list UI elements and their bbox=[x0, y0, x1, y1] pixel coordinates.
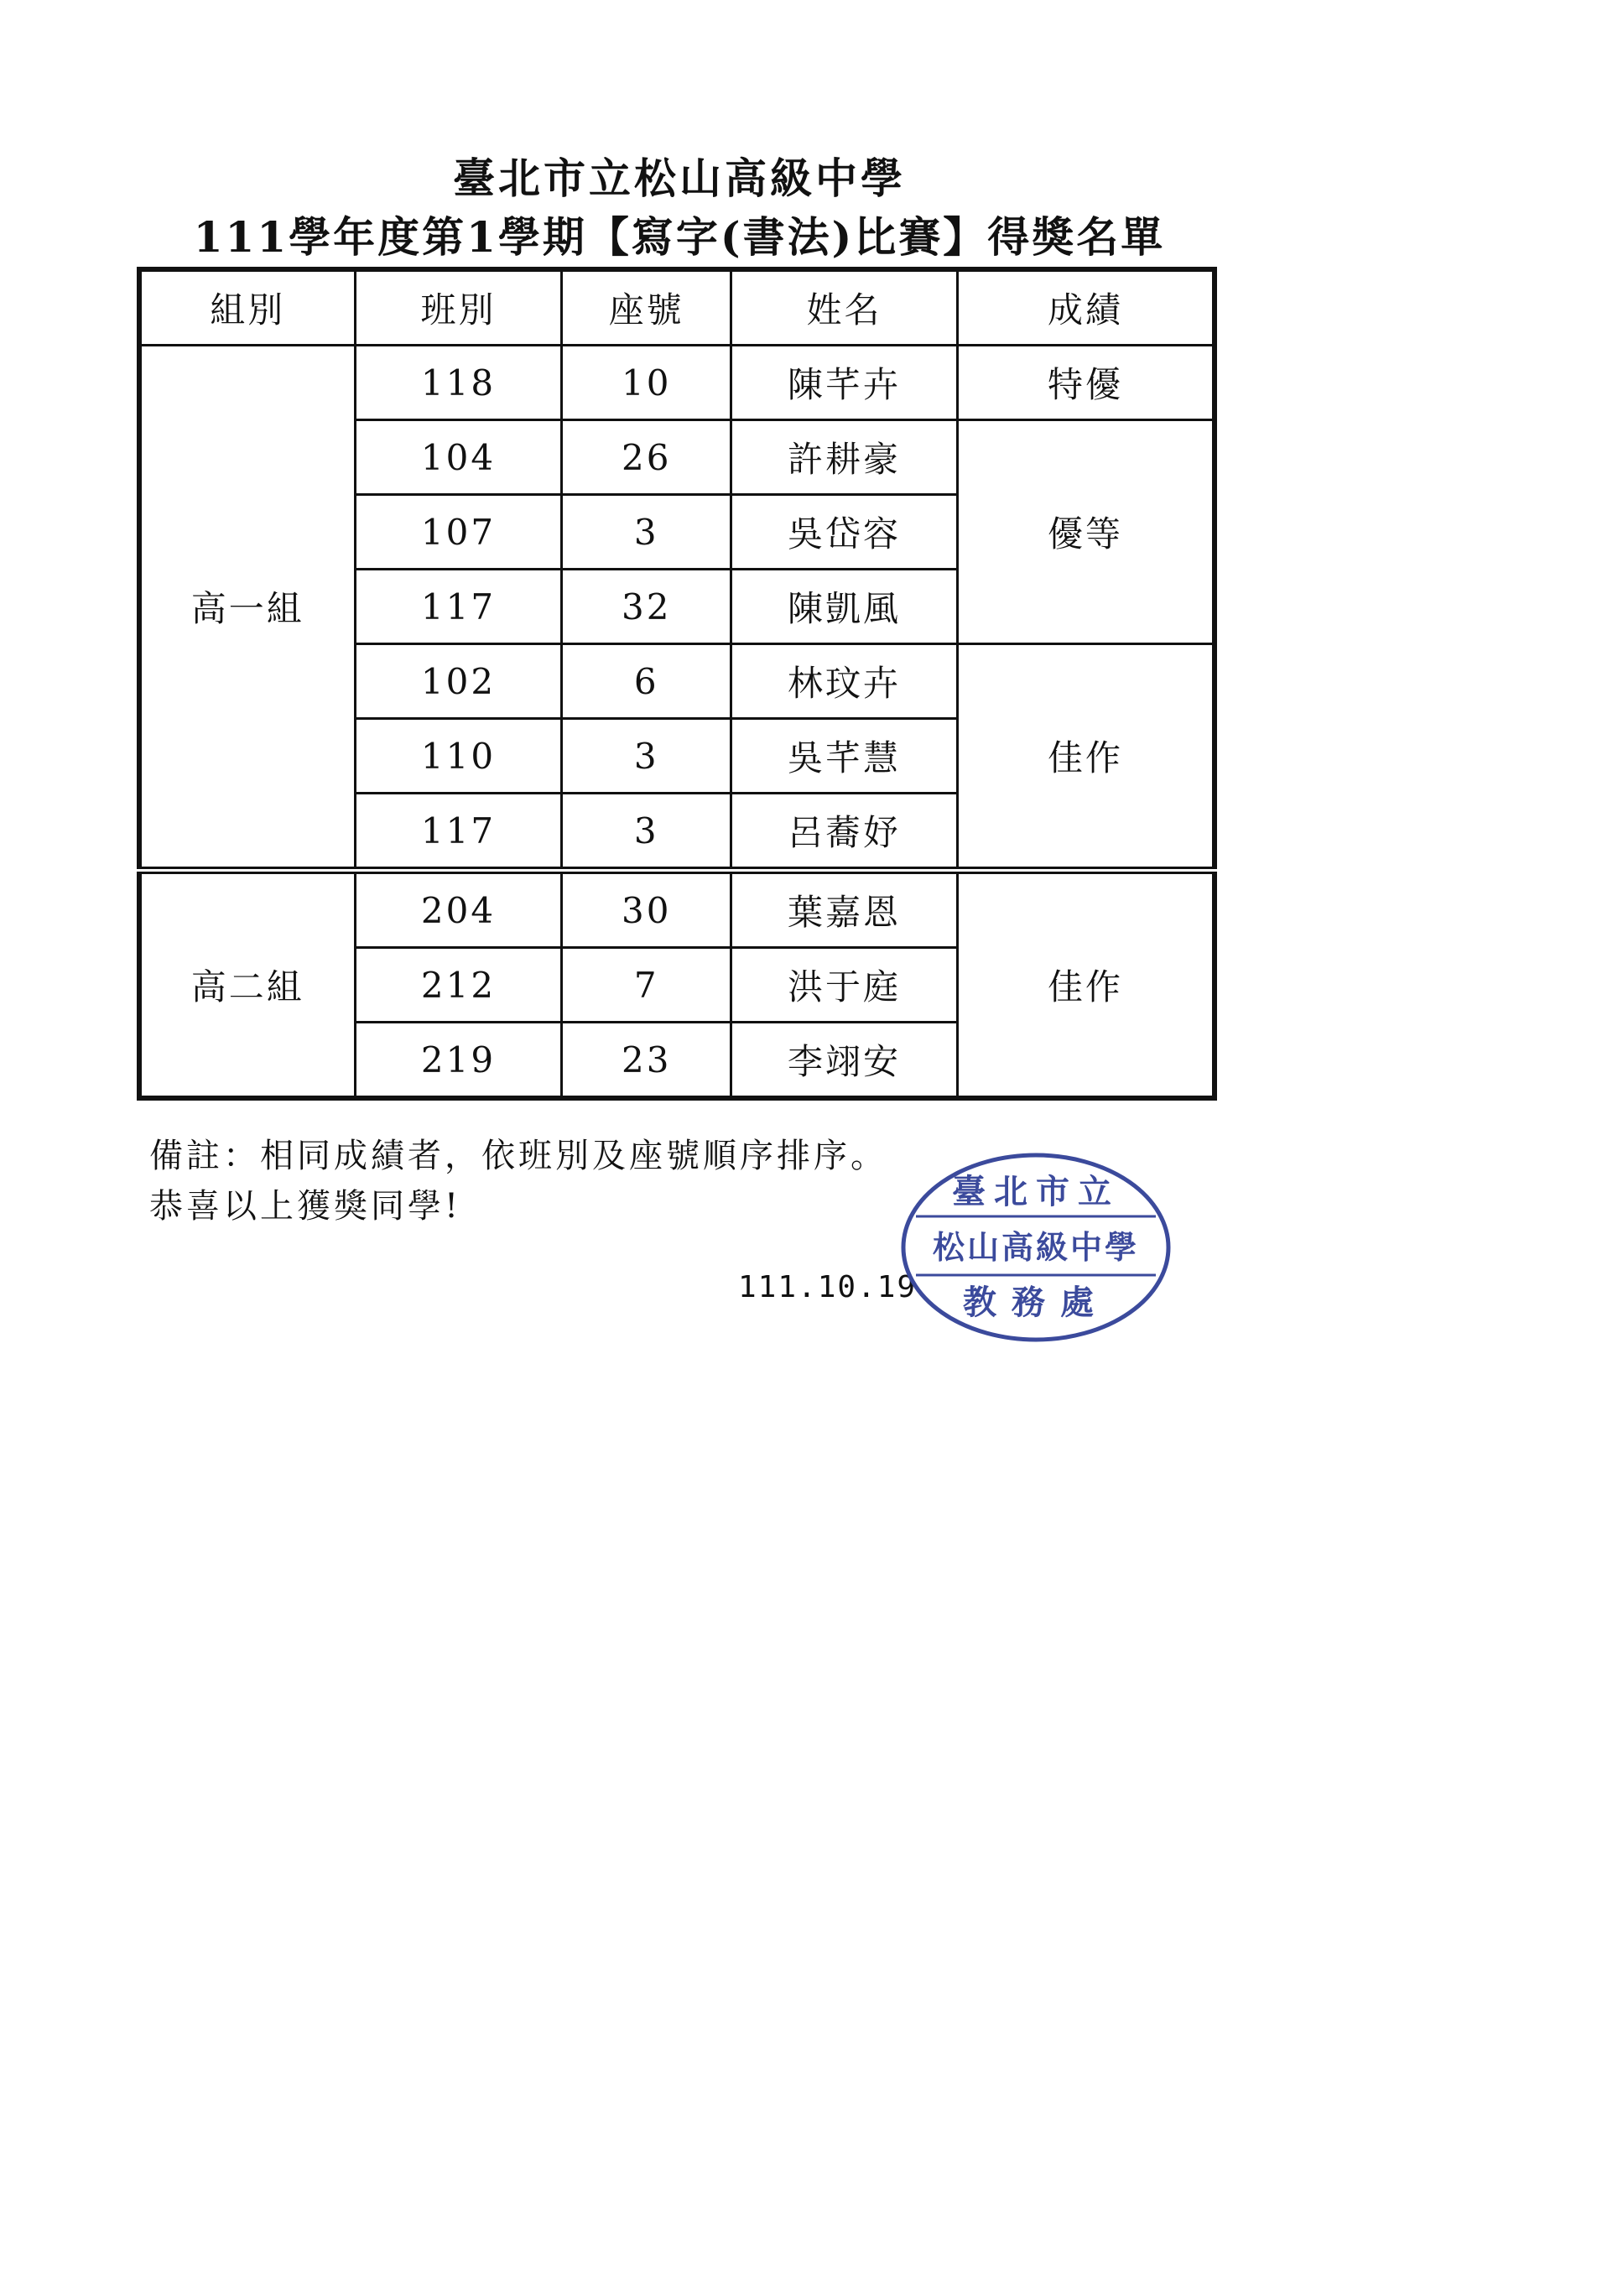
seat-cell: 30 bbox=[562, 871, 731, 948]
issue-date: 111.10.19 bbox=[738, 1270, 918, 1304]
school-name: 臺北市立松山高級中學 bbox=[453, 154, 906, 203]
seal-line-3: 教務處 bbox=[963, 1283, 1109, 1322]
table-row bbox=[139, 871, 1215, 948]
seat-cell: 10 bbox=[562, 346, 731, 420]
class-cell: 204 bbox=[355, 871, 562, 948]
table-header-row bbox=[139, 269, 1215, 346]
seat-cell: 26 bbox=[562, 420, 731, 495]
group-cell: 高二組 bbox=[139, 871, 355, 1099]
header-seat: 座號 bbox=[562, 269, 731, 346]
seal-line-2: 松山高級中學 bbox=[932, 1228, 1140, 1266]
remark-text: 備註：相同成績者，依班別及座號順序排序。 bbox=[149, 1137, 887, 1175]
name-cell: 吳岱容 bbox=[731, 495, 957, 570]
name-cell: 吳芊慧 bbox=[731, 719, 957, 794]
name-cell: 林玟卉 bbox=[731, 644, 957, 719]
name-cell: 洪于庭 bbox=[731, 948, 957, 1023]
congrats-text: 恭喜以上獲獎同學! bbox=[149, 1187, 462, 1226]
document-title bbox=[0, 149, 1359, 267]
seat-cell: 3 bbox=[562, 495, 731, 570]
competition-title: 111學年度第1學期【寫字(書法)比賽】得獎名單 bbox=[193, 212, 1166, 262]
class-cell: 117 bbox=[355, 570, 562, 644]
office-seal bbox=[897, 1149, 1174, 1346]
name-cell: 呂蕎妤 bbox=[731, 794, 957, 871]
class-cell: 117 bbox=[355, 794, 562, 871]
notes-block bbox=[149, 1131, 887, 1231]
grade-cell: 優等 bbox=[958, 420, 1215, 644]
header-grade: 成績 bbox=[958, 269, 1215, 346]
class-cell: 212 bbox=[355, 948, 562, 1023]
grade-cell: 佳作 bbox=[958, 871, 1215, 1099]
class-cell: 219 bbox=[355, 1023, 562, 1099]
table-row bbox=[139, 346, 1215, 420]
seat-cell: 3 bbox=[562, 794, 731, 871]
group-cell: 高一組 bbox=[139, 346, 355, 871]
header-class: 班別 bbox=[355, 269, 562, 346]
name-cell: 陳芊卉 bbox=[731, 346, 957, 420]
seal-graphic bbox=[897, 1149, 1174, 1346]
class-cell: 107 bbox=[355, 495, 562, 570]
seat-cell: 3 bbox=[562, 719, 731, 794]
name-cell: 李翊安 bbox=[731, 1023, 957, 1099]
class-cell: 110 bbox=[355, 719, 562, 794]
class-cell: 104 bbox=[355, 420, 562, 495]
seat-cell: 6 bbox=[562, 644, 731, 719]
seal-line-1: 臺北市立 bbox=[952, 1172, 1120, 1211]
class-cell: 102 bbox=[355, 644, 562, 719]
name-cell: 陳凱風 bbox=[731, 570, 957, 644]
header-group: 組別 bbox=[139, 269, 355, 346]
name-cell: 葉嘉恩 bbox=[731, 871, 957, 948]
grade-cell: 佳作 bbox=[958, 644, 1215, 871]
seat-cell: 32 bbox=[562, 570, 731, 644]
seat-cell: 23 bbox=[562, 1023, 731, 1099]
name-cell: 許耕豪 bbox=[731, 420, 957, 495]
award-table bbox=[137, 267, 1217, 1101]
grade-cell: 特優 bbox=[958, 346, 1215, 420]
seat-cell: 7 bbox=[562, 948, 731, 1023]
header-name: 姓名 bbox=[731, 269, 957, 346]
class-cell: 118 bbox=[355, 346, 562, 420]
